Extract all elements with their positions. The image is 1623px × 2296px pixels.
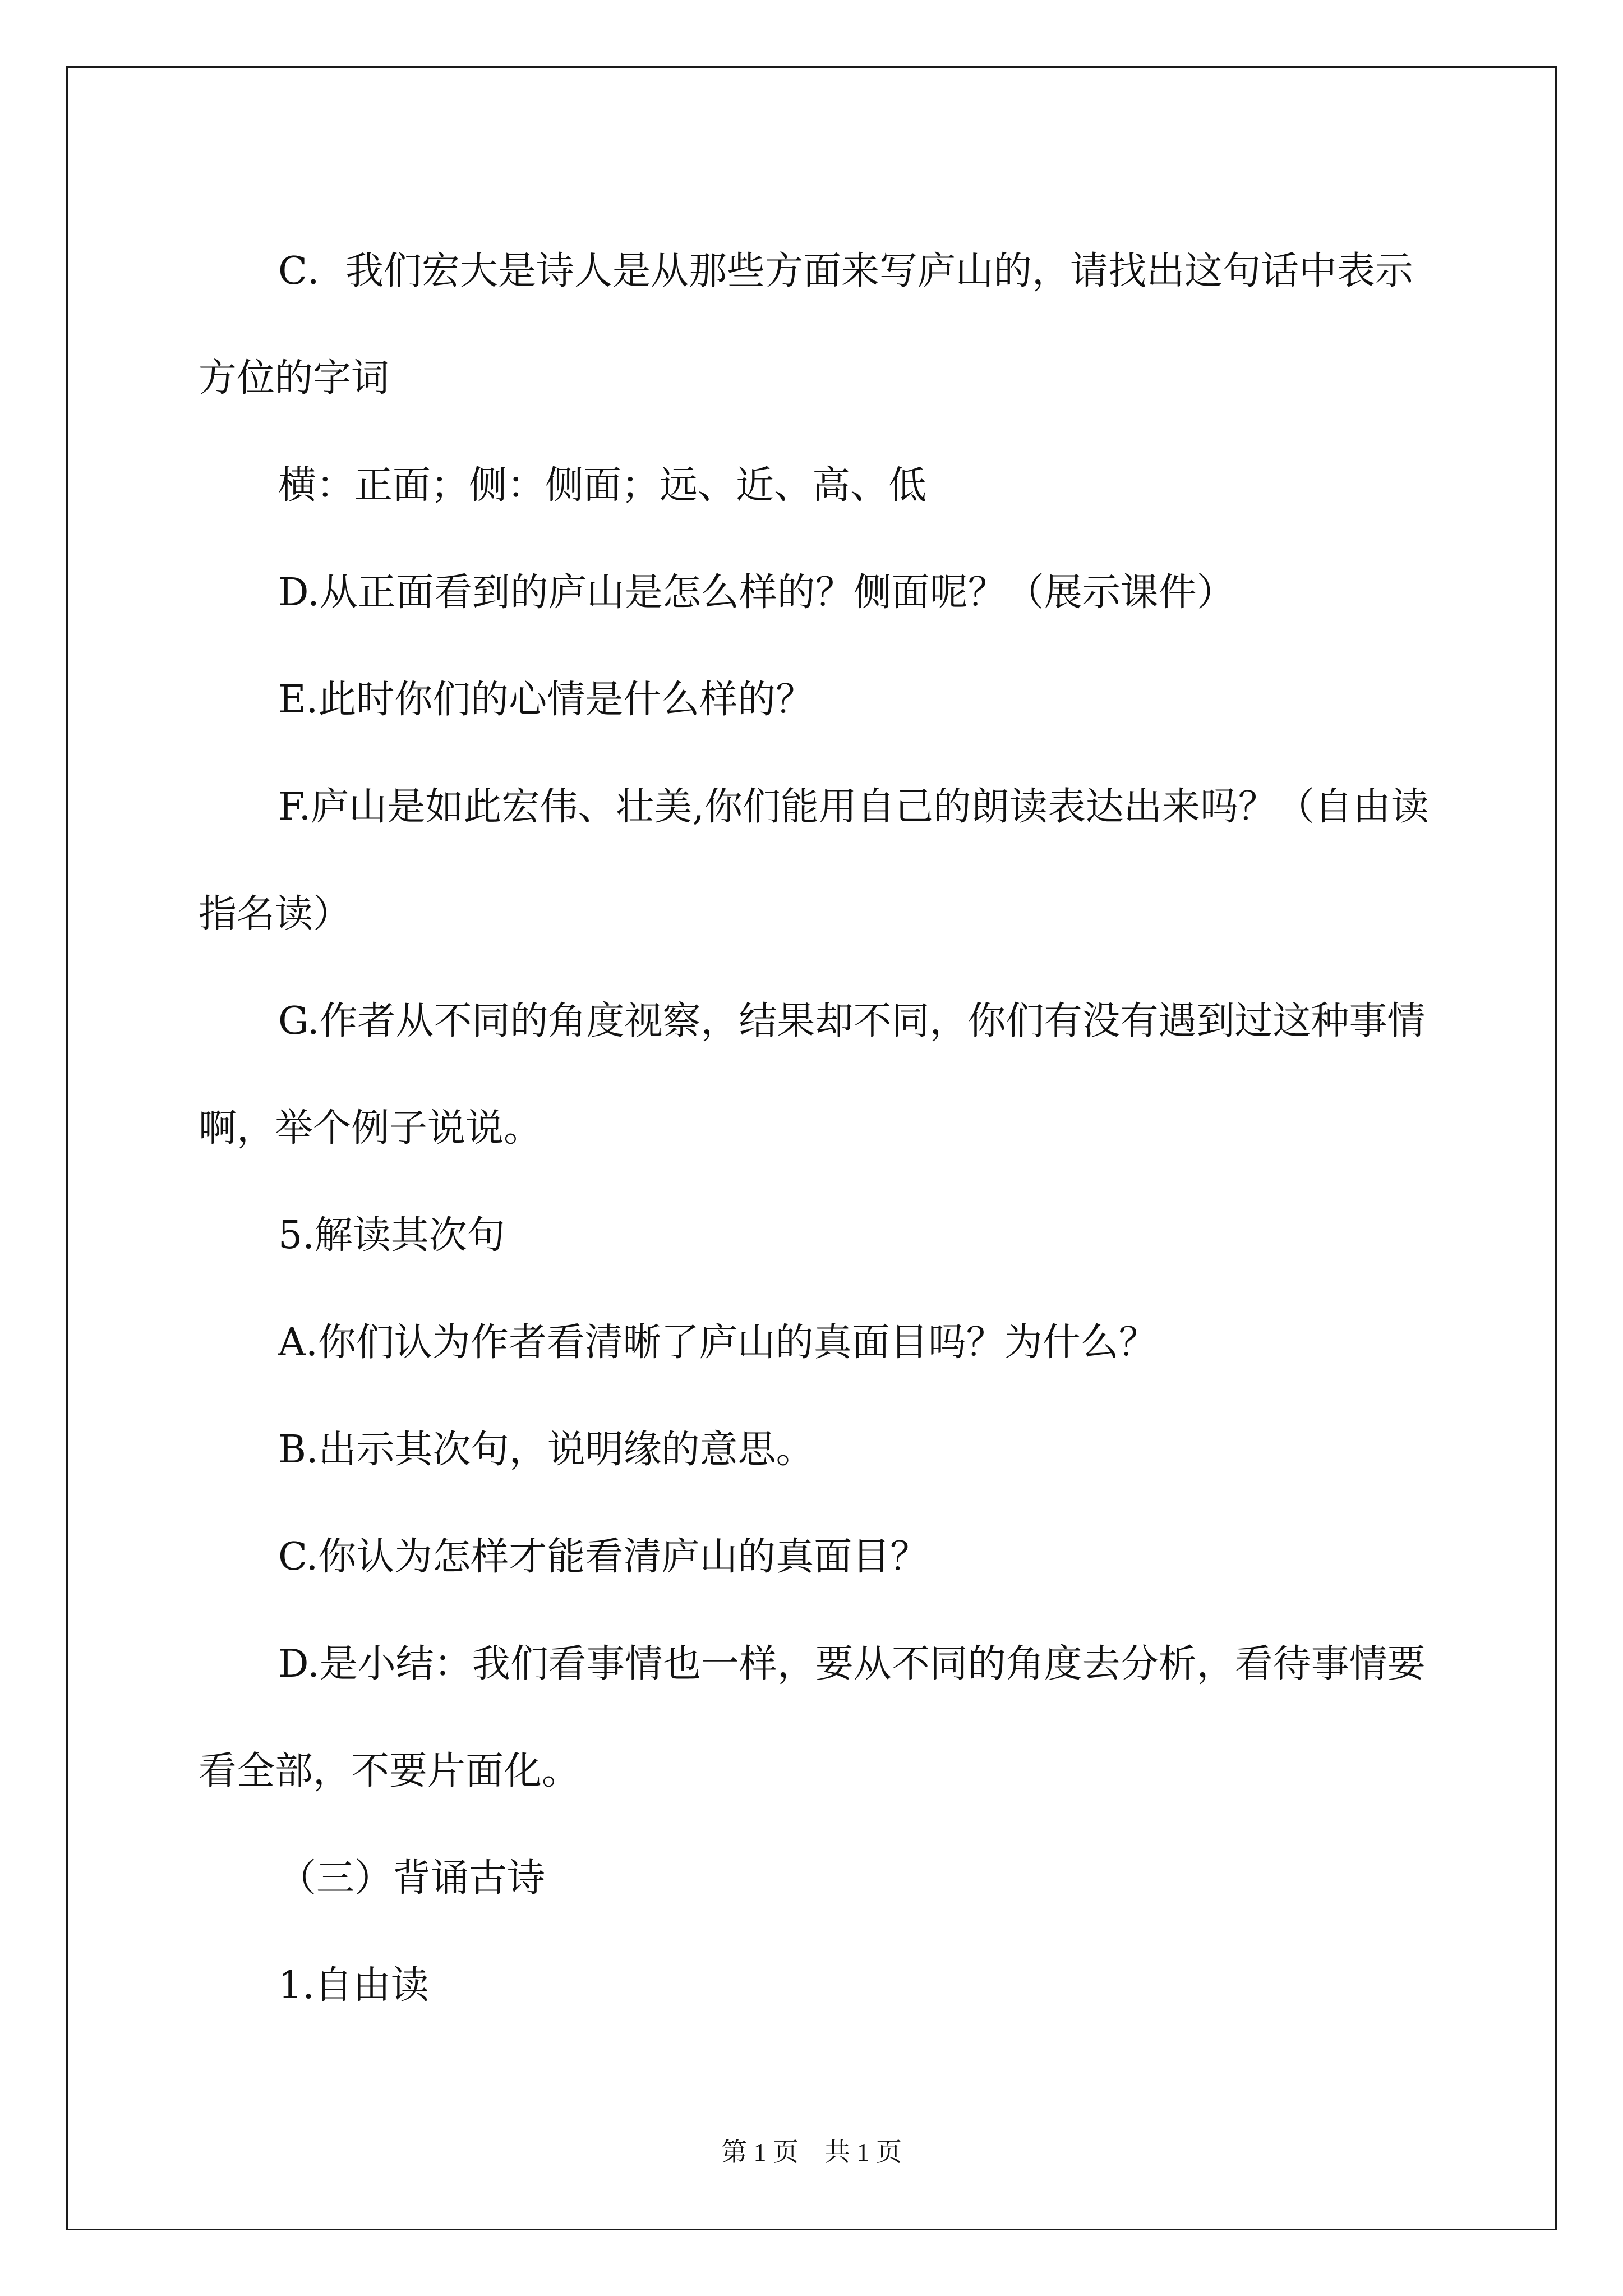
paragraph: C．我们宏大是诗人是从那些方面来写庐山的，请找出这句话中表示方位的字词 — [199, 249, 1414, 401]
paragraph: A.你们认为作者看清晰了庐山的真面目吗？为什么？ — [278, 1320, 1157, 1365]
document-body — [199, 218, 1432, 2039]
page-number-footer: 第 1 页 共 1 页 — [721, 2138, 902, 2166]
paragraph: E.此时你们的心情是什么样的？ — [278, 678, 814, 722]
paragraph: 1.自由读 — [278, 1963, 429, 2008]
paragraph: 横：正面；侧：侧面；远、近、高、低 — [278, 463, 927, 508]
paragraph: 5.解读其次句 — [278, 1213, 505, 1258]
paragraph: G.作者从不同的角度视察，结果却不同，你们有没有遇到过这种事情啊，举个例子说说。 — [199, 999, 1426, 1151]
paragraph: F.庐山是如此宏伟、壮美,你们能用自己的朗读表达出来吗？（自由读指名读） — [199, 785, 1429, 936]
paragraph: B.出示其次句，说明缘的意思。 — [278, 1428, 814, 1472]
paragraph: D.是小结：我们看事情也一样，要从不同的角度去分析，看待事情要看全部，不要片面化。 — [199, 1642, 1426, 1793]
paragraph: D.从正面看到的庐山是怎么样的？侧面呢？（展示课件） — [278, 570, 1235, 615]
paragraph: C.你认为怎样才能看清庐山的真面目？ — [278, 1535, 929, 1579]
paragraph: （三）背诵古诗 — [278, 1856, 546, 1901]
